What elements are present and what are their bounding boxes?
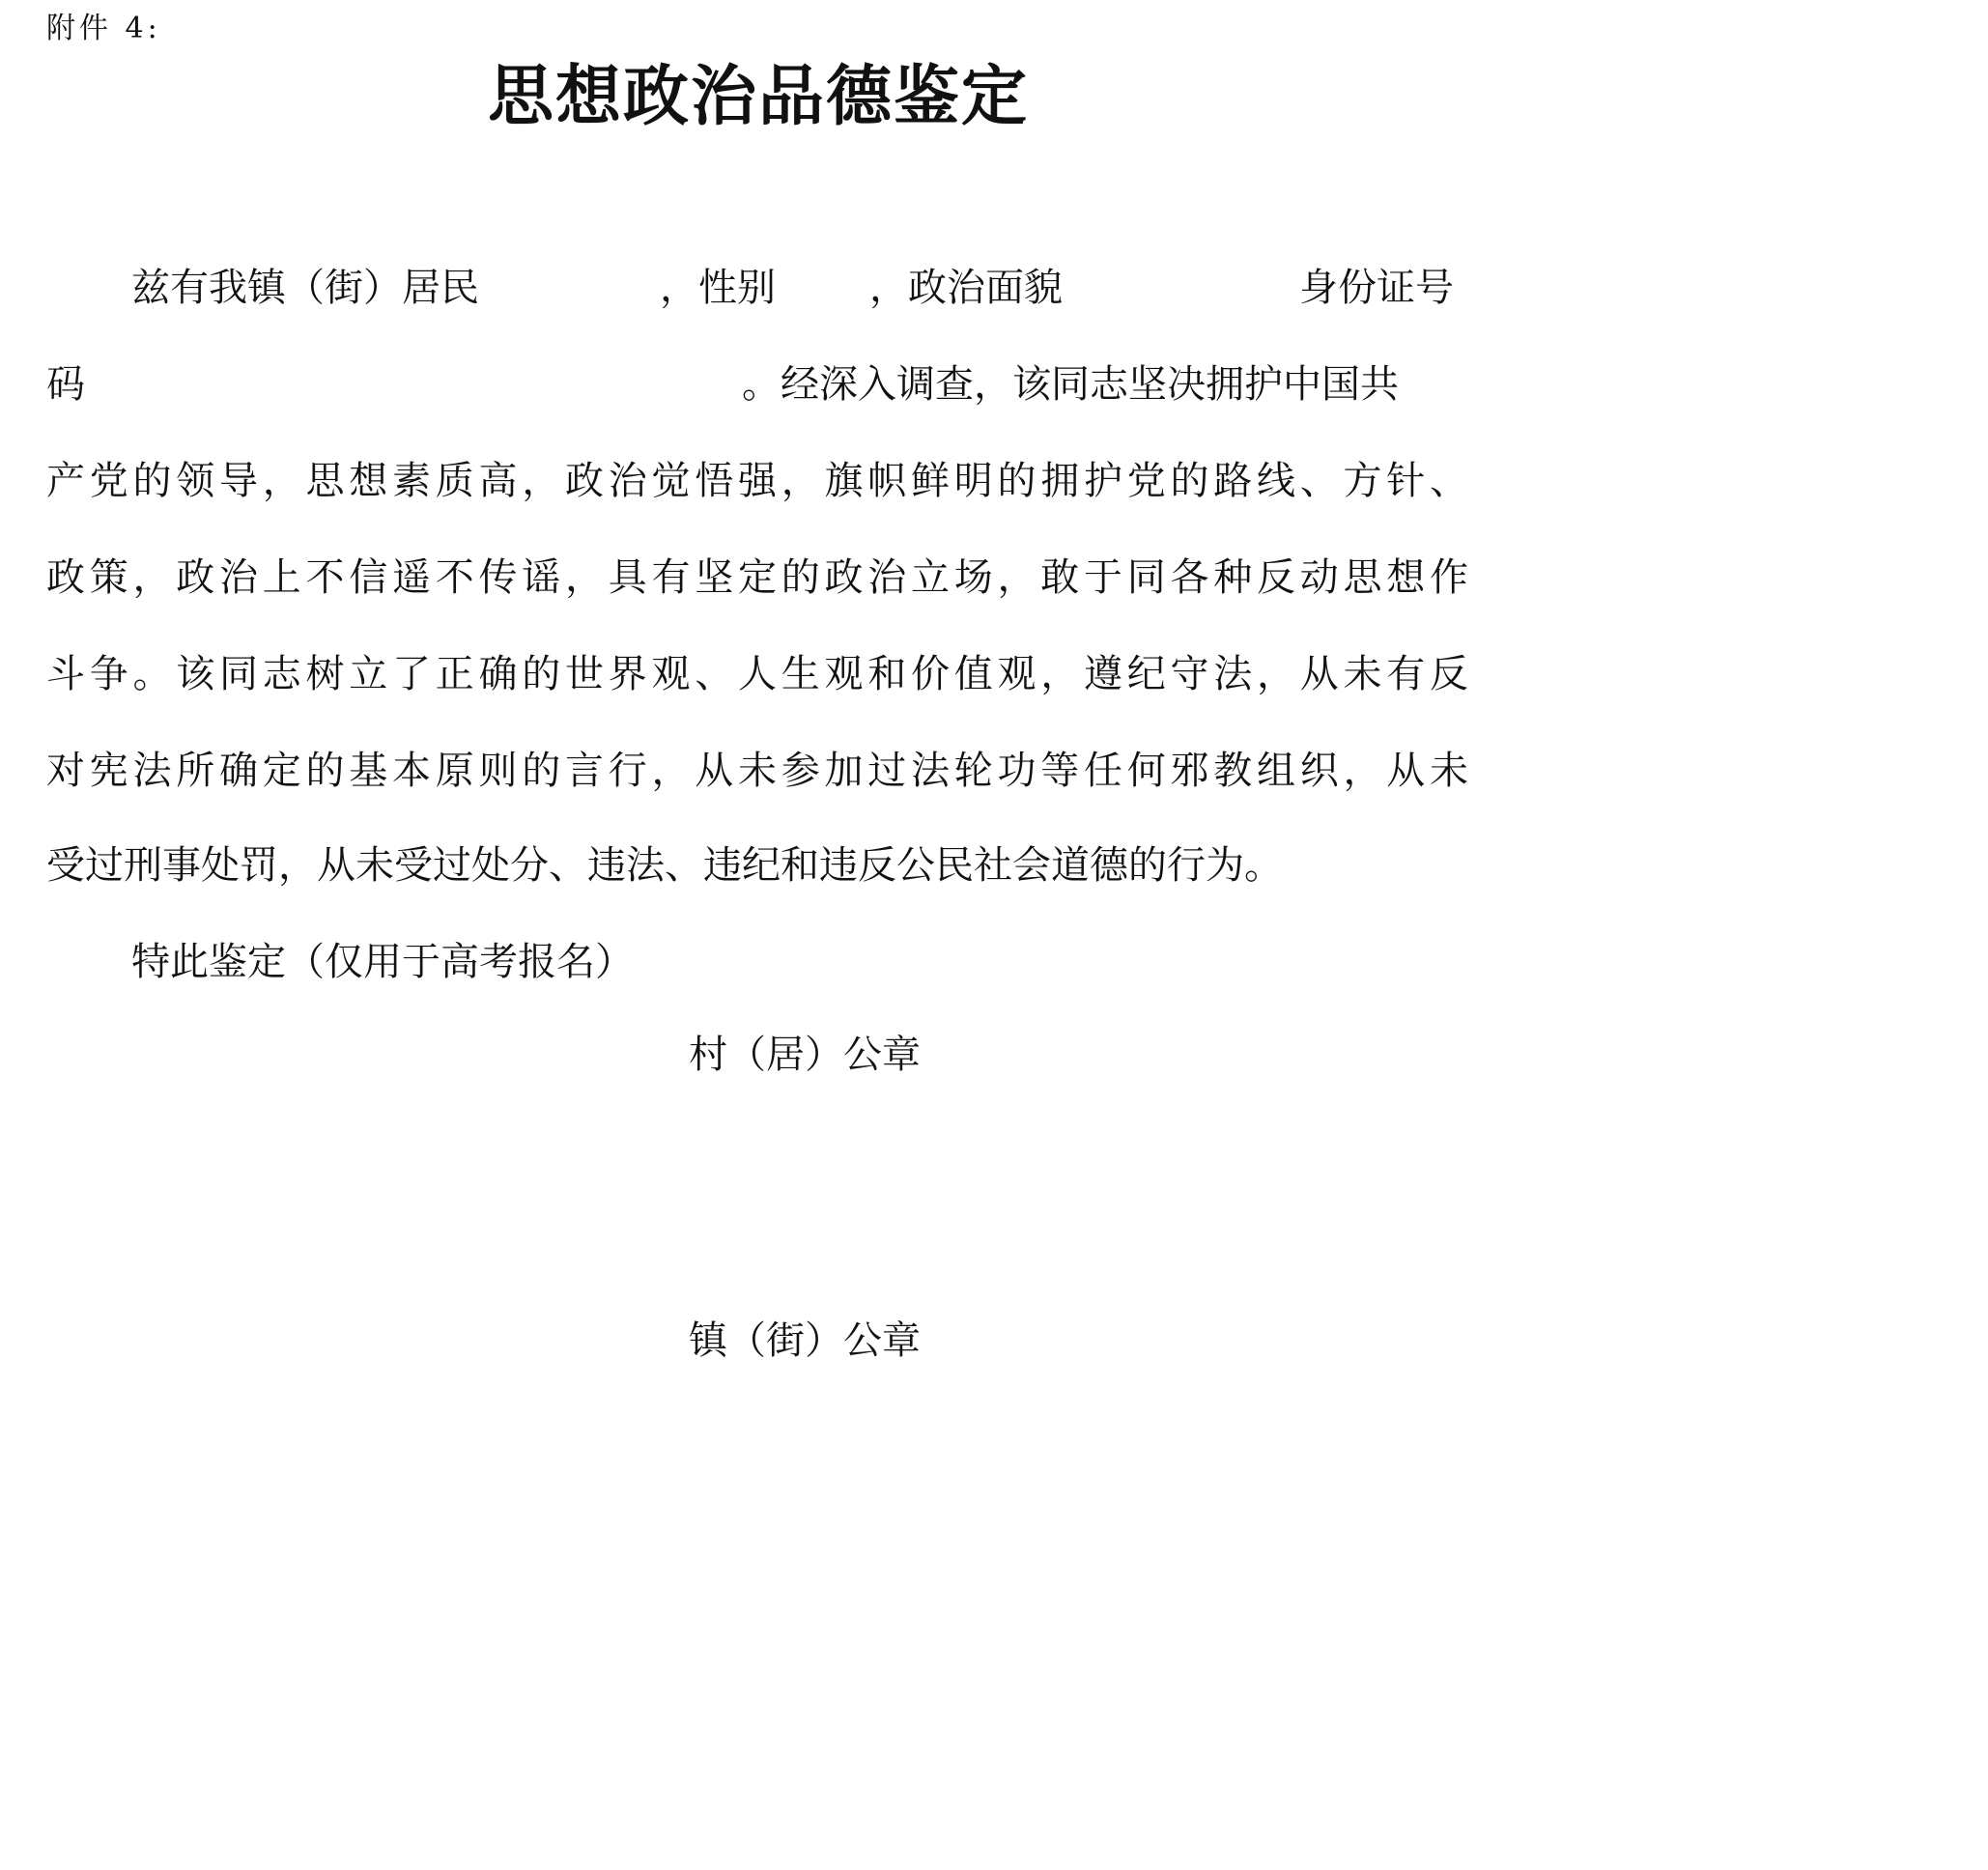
document-title: 思想政治品德鉴定 <box>487 59 1029 135</box>
body-line-6: 对宪法所确定的基本原则的言行，从未参加过法轮功等任何邪教组织，从未 <box>46 749 1468 793</box>
town-stamp-label: 镇（街）公章 <box>689 1318 921 1363</box>
form-line-1 <box>0 259 1517 317</box>
politics-field[interactable] <box>1087 259 1294 317</box>
body-line-5: 斗争。该同志树立了正确的世界观、人生观和价值观，遵纪守法，从未有反 <box>46 652 1468 696</box>
special-note: 特此鉴定（仅用于高考报名） <box>131 940 634 984</box>
intro-text: 兹有我镇（街）居民 <box>131 266 479 310</box>
gender-label: ，性别 <box>660 266 776 310</box>
name-field[interactable] <box>510 259 655 317</box>
gender-field[interactable] <box>787 259 865 317</box>
attachment-label: 附件 4: <box>46 12 161 45</box>
village-stamp-label: 村（居）公章 <box>689 1033 921 1077</box>
body-line-4: 政策，政治上不信遥不传谣，具有坚定的政治立场，敢于同各种反动思想作 <box>46 555 1468 600</box>
body-line-7: 受过刑事处罚，从未受过处分、违法、违纪和违反公民社会道德的行为。 <box>46 843 1283 888</box>
form-line-2 <box>0 355 1517 413</box>
id-label: 身份证号 <box>1299 266 1454 310</box>
politics-label: ，政治面貌 <box>869 266 1063 310</box>
id-number-field[interactable] <box>92 355 729 413</box>
body-line-2: 。经深入调查，该同志坚决拥护中国共 <box>742 362 1399 407</box>
body-line-3: 产党的领导，思想素质高，政治觉悟强，旗帜鲜明的拥护党的路线、方针、 <box>46 459 1468 503</box>
id-label-cont: 码 <box>46 362 85 407</box>
